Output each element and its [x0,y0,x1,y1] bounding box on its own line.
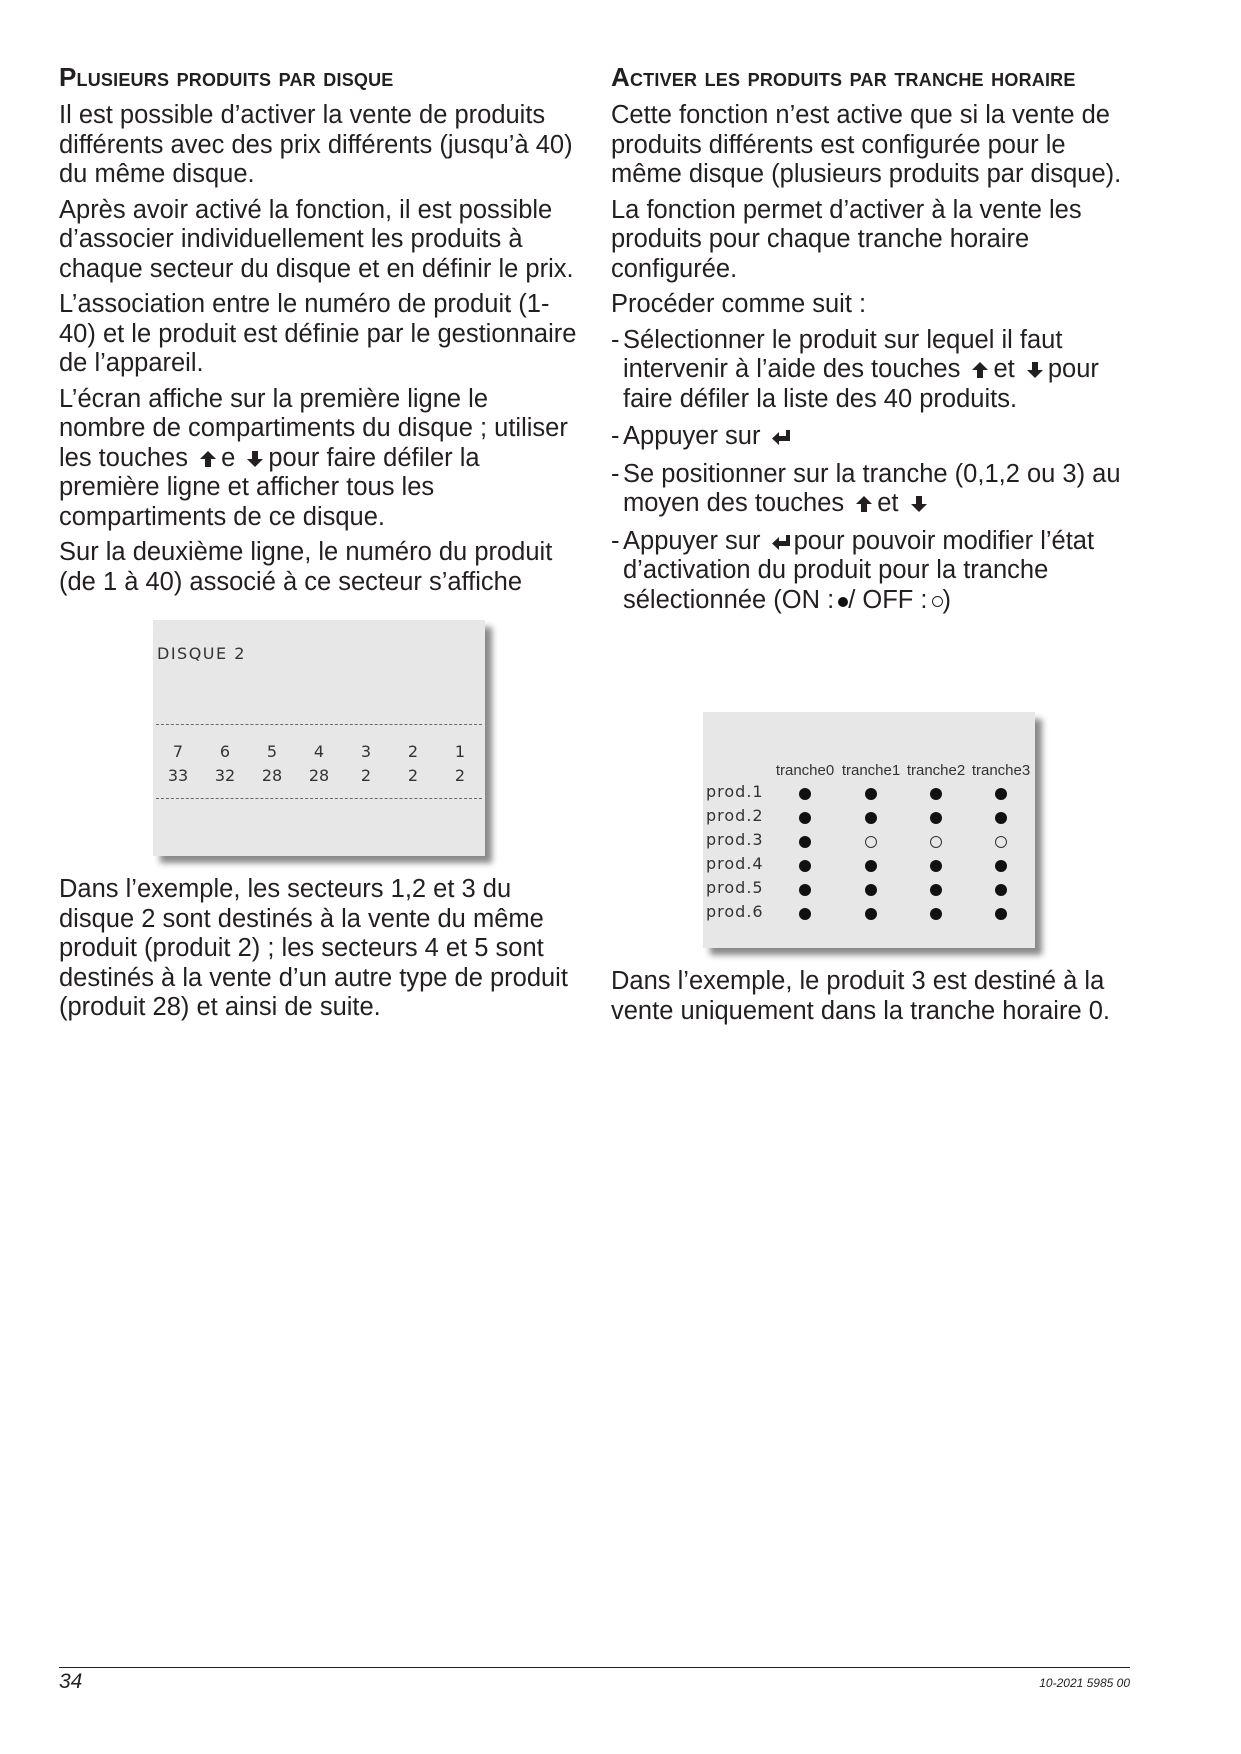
time-slot-header: tranche0 [775,762,835,779]
left-heading: Plusieurs produits par disque [59,62,394,92]
product-row-label: prod.1 [706,782,764,801]
active-dot-icon [865,908,877,920]
active-dot-icon [930,812,942,824]
active-dot-icon [865,884,877,896]
active-dot-icon [995,860,1007,872]
product-row-label: prod.3 [706,830,764,849]
right-heading: Activer les produits par tranche horaire [611,62,1076,92]
active-dot-icon [799,788,811,800]
step-4: - Appuyer sur pour pouvoir modifier l’état d’activation du produit pour la tranche sélectionnée (ON : / OFF : ) [611,526,1095,614]
left-p4-text-b: e [221,443,236,472]
time-slot-display-screen [703,712,1035,948]
right-paragraph-3: Procéder comme suit : [611,290,867,318]
right-column-bottom [611,967,1131,1032]
product-number: 28 [261,766,283,785]
step-4-text-c: / OFF : [848,585,928,614]
time-slot-header: tranche2 [906,762,966,779]
active-dot-icon [799,908,811,920]
active-dot-icon [995,812,1007,824]
step-1-text-b: et [993,355,1015,383]
step-3: - Se positionner sur la tranche (0,1,2 ou 3) au moyen des touches et [611,459,1121,517]
active-dot-icon [930,860,942,872]
step-1-text-a: Sélectionner le produit sur lequel il faut intervenir à l’aide des touches [623,325,1063,383]
enter-key-icon [771,427,791,447]
time-slot-header: tranche1 [841,762,901,779]
step-4-text-a: Appuyer sur [623,526,761,555]
product-number: 2 [454,766,466,785]
step-3-text-b: et [877,489,899,517]
step-4-text-b: pour pouvoir modifier l’état d’activation du produit pour la tranche sélectionnée (ON : [623,526,1095,614]
active-dot-icon [865,860,877,872]
divider [156,798,482,799]
active-dot-icon [865,812,877,824]
active-dot-icon [865,788,877,800]
down-arrow-icon [245,449,265,469]
up-arrow-icon [198,449,218,469]
up-arrow-icon [970,360,990,380]
step-3-text-a: Se positionner sur la tranche (0,1,2 ou 3) au moyen des touches [623,459,1121,517]
left-paragraph-1: Il est possible d’activer la vente de produits différents avec des prix différents (jusqu’à 40) du même disque. [59,101,573,188]
sector-number: 1 [454,742,466,761]
step-4-text-d: ) [942,585,952,614]
footer-rule [59,1667,1130,1668]
active-dot-icon [930,884,942,896]
active-dot-icon [930,908,942,920]
disk-display-screen [153,620,485,856]
left-paragraph-2: Après avoir activé la fonction, il est possible d’associer individuellement les produits à chaque secteur du disque et en définir le prix. [59,195,574,283]
step-2-text: Appuyer sur [623,422,761,450]
right-paragraph-4: Dans l’exemple, le produit 3 est destiné à la vente uniquement dans la tranche horaire 0. [611,967,1110,1025]
active-dot-icon [799,860,811,872]
document-reference: 10-2021 5985 00 [1039,1676,1130,1690]
off-circle-icon [932,596,943,607]
left-paragraph-5: Sur la deuxième ligne, le numéro du produit (de 1 à 40) associé à ce secteur s’affiche [59,538,553,596]
product-row-label: prod.5 [706,878,764,897]
product-row-label: prod.6 [706,902,764,921]
sector-number: 7 [172,742,184,761]
product-number: 2 [407,766,419,785]
inactive-circle-icon [995,836,1007,848]
left-p4-text-c: pour faire défiler la première ligne et afficher tous les compartiments de ce disque. [59,443,480,531]
product-row-label: prod.4 [706,854,764,873]
active-dot-icon [995,788,1007,800]
left-paragraph-6: Dans l’exemple, les secteurs 1,2 et 3 du disque 2 sont destinés à la vente du même produit (produit 2) ; les secteurs 4 et 5 sont destinés à la vente d’un autre type de produit (produit 28) et ainsi de suite. [59,875,568,1021]
inactive-circle-icon [865,836,877,848]
sector-number: 3 [360,742,372,761]
step-1: - Sélectionner le produit sur lequel il faut intervenir à l’aide des touches et pour faire défiler la liste des 40 produits. [611,325,1099,413]
on-dot-icon [838,597,848,607]
page-number: 34 [59,1670,83,1693]
product-number: 2 [360,766,372,785]
active-dot-icon [995,908,1007,920]
product-number: 33 [167,766,189,785]
product-number: 28 [308,766,330,785]
active-dot-icon [930,788,942,800]
left-p4-text-a: L’écran affiche sur la première ligne le nombre de compartiments du disque ; utiliser les touches [59,384,568,472]
enter-key-icon [771,532,791,552]
active-dot-icon [799,836,811,848]
active-dot-icon [799,884,811,896]
inactive-circle-icon [930,836,942,848]
down-arrow-icon [1025,360,1045,380]
left-column-bottom [59,875,579,1029]
sector-number: 2 [407,742,419,761]
down-arrow-icon [909,494,929,514]
active-dot-icon [799,812,811,824]
left-column [59,62,579,603]
right-paragraph-2: La fonction permet d’activer à la vente les produits pour chaque tranche horaire configurée. [611,195,1082,283]
left-paragraph-3: L’association entre le numéro de produit (1-40) et le produit est définie par le gestionnaire de l’appareil. [59,290,577,377]
up-arrow-icon [854,494,874,514]
divider [156,724,482,725]
step-1-text-c: pour faire défiler la liste des 40 produits. [623,355,1099,413]
time-slot-header: tranche3 [971,762,1031,779]
left-paragraph-4 [59,385,579,533]
sector-number: 4 [313,742,325,761]
right-column [611,62,1131,623]
disk-display-title: DISQUE 2 [157,644,246,663]
right-paragraph-1: Cette fonction n’est active que si la vente de produits différents est configurée pour le même disque (plusieurs produits par disque). [611,101,1122,188]
product-number: 32 [214,766,236,785]
sector-number: 5 [266,742,278,761]
step-2: - Appuyer sur [611,422,1131,452]
sector-number: 6 [219,742,231,761]
procedure-steps [611,326,1131,616]
product-row-label: prod.2 [706,806,764,825]
active-dot-icon [995,884,1007,896]
